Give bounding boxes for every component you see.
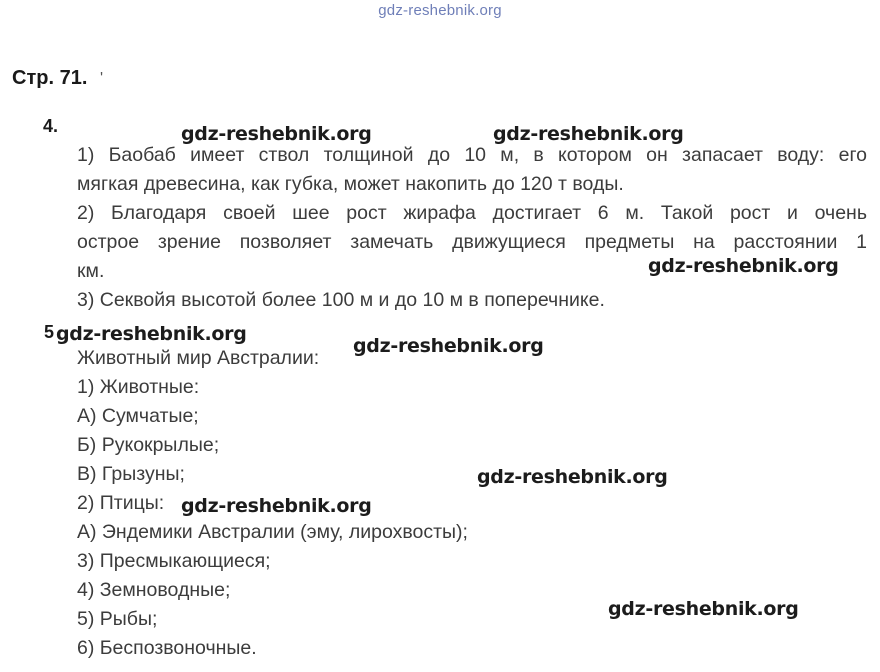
site-watermark-top: gdz-reshebnik.org	[378, 2, 502, 19]
q5-line-1: Животный мир Австралии:	[77, 347, 320, 369]
q4-line-4: острое зрение позволяет замечать движущиеся предметы на расстоянии 1	[77, 231, 867, 253]
watermark: gdz-reshebnik.org	[477, 466, 668, 488]
q5-line-8: 3) Пресмыкающиеся;	[77, 550, 271, 572]
q4-line-6: 3) Секвойя высотой более 100 м и до 10 м в поперечнике.	[77, 289, 605, 311]
q5-line-5: В) Грызуны;	[77, 463, 185, 485]
q5-line-11: 6) Беспозвоночные.	[77, 637, 257, 659]
q4-line-5: км.	[77, 260, 105, 282]
watermark: gdz-reshebnik.org	[493, 123, 684, 145]
q4-line-1: 1) Баобаб имеет ствол толщиной до 10 м, в котором он запасает воду: его	[77, 144, 867, 166]
q4-line-3: 2) Благодаря своей шее рост жирафа достигает 6 м. Такой рост и очень	[77, 202, 867, 224]
page-mark: '	[100, 70, 104, 87]
q4-line-2: мягкая древесина, как губка, может накопить до 120 т воды.	[77, 173, 624, 195]
q5-line-3: А) Сумчатые;	[77, 405, 199, 427]
q5-line-6: 2) Птицы:	[77, 492, 165, 514]
watermark: gdz-reshebnik.org	[353, 335, 544, 357]
question-4-number: 4.	[43, 116, 59, 136]
watermark: gdz-reshebnik.org	[181, 495, 372, 517]
page-label: Стр. 71.	[12, 67, 88, 89]
watermark: gdz-reshebnik.org	[181, 123, 372, 145]
watermark: gdz-reshebnik.org	[56, 323, 247, 345]
q5-line-2: 1) Животные:	[77, 376, 200, 398]
watermark: gdz-reshebnik.org	[648, 255, 839, 277]
q5-line-4: Б) Рукокрылые;	[77, 434, 220, 456]
question-5-number: 5	[44, 322, 55, 342]
watermark: gdz-reshebnik.org	[608, 598, 799, 620]
q5-line-9: 4) Земноводные;	[77, 579, 231, 601]
q5-line-7: А) Эндемики Австралии (эму, лирохвосты);	[77, 521, 468, 543]
q5-line-10: 5) Рыбы;	[77, 608, 158, 630]
